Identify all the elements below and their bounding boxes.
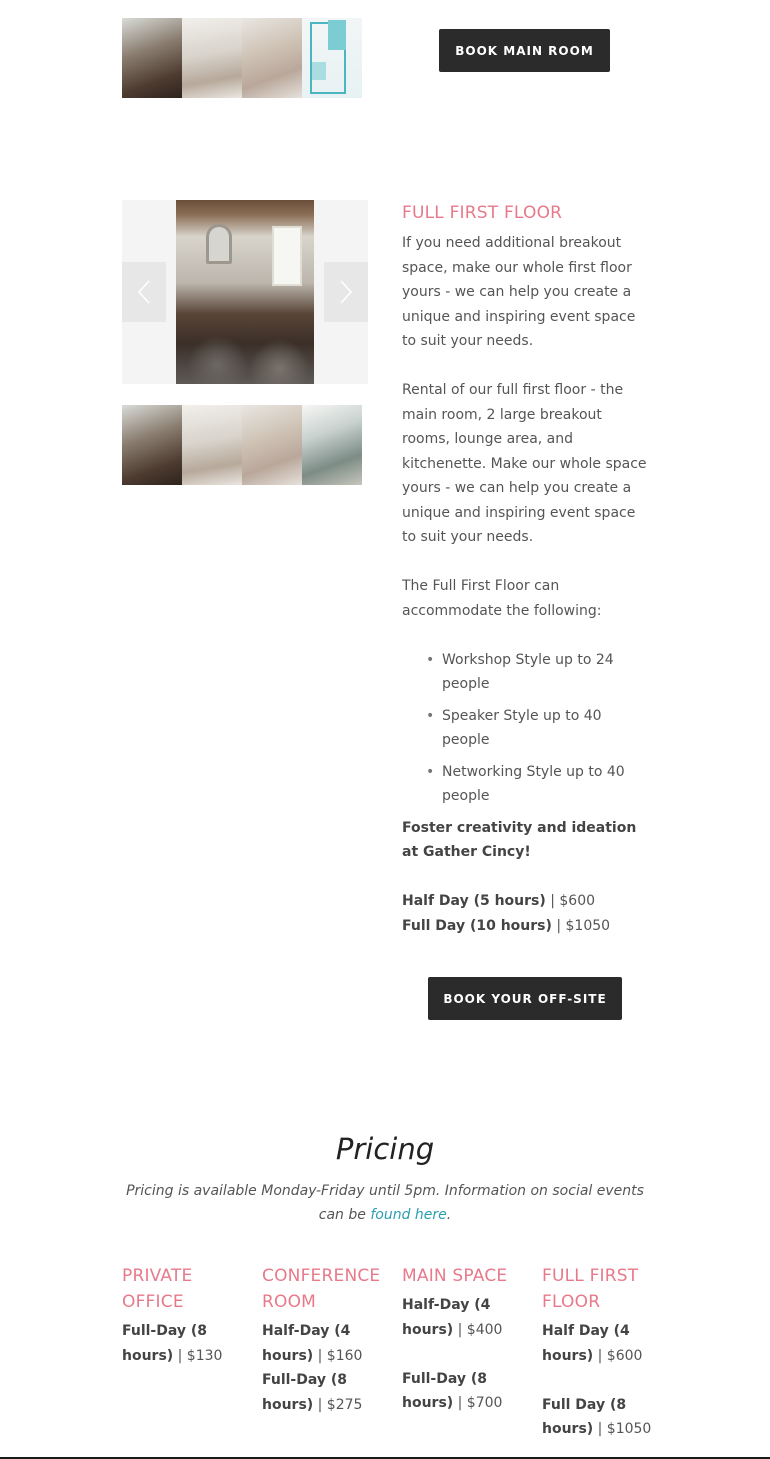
thumbnail-image[interactable] — [182, 405, 242, 485]
price-label: Full Day (10 hours) — [402, 917, 552, 934]
price-value: | $275 — [313, 1396, 363, 1413]
price-row — [402, 1293, 522, 1342]
price-row — [542, 1319, 662, 1368]
price-value: | $400 — [453, 1321, 503, 1338]
subtitle-text: . — [446, 1207, 452, 1223]
rental-text: Rental of our full first floor - the main room, 2 large breakout rooms, lounge area, and kitchenette. Make our whole space yours - we can help you create a unique and inspiring event space to suit your needs. — [402, 382, 647, 545]
list-item: • Networking Style up to 40 people — [402, 760, 650, 809]
first-floor-image-slider — [122, 200, 368, 384]
main-room-thumbnails — [122, 18, 368, 98]
full-day-price — [402, 914, 650, 939]
price-row — [542, 1393, 662, 1442]
price-label: Half Day (4 hours) — [542, 1323, 630, 1364]
column-title: PRIVATE OFFICE — [122, 1266, 193, 1312]
price-value: | $700 — [453, 1395, 503, 1411]
price-value: | $600 — [545, 893, 596, 909]
chevron-right-icon[interactable] — [324, 262, 368, 322]
book-main-room-button[interactable]: BOOK MAIN ROOM — [439, 29, 610, 72]
intro-text: If you need additional breakout space, make our whole first floor yours - we can help you create a unique and inspiring event space to suit your needs. — [402, 235, 636, 349]
price-label: Half-Day (4 hours) — [402, 1297, 491, 1338]
price-row — [262, 1319, 382, 1368]
book-off-site-button[interactable]: BOOK YOUR OFF-SITE — [428, 977, 622, 1020]
price-row — [402, 1367, 522, 1416]
social-events-link[interactable]: found here — [370, 1207, 447, 1223]
price-label: Full-Day (8 hours) — [402, 1370, 488, 1411]
pricing-column-main-space — [402, 1263, 522, 1416]
pricing-column-full-first-floor — [542, 1263, 662, 1442]
price-label: Half Day (5 hours) — [402, 893, 546, 909]
price-value: | $130 — [173, 1347, 223, 1364]
column-title: CONFERENCE ROOM — [262, 1266, 381, 1312]
subtitle-text: Pricing is available Monday-Friday until 5pm. Information on social events can be — [126, 1183, 644, 1223]
slider-image — [176, 200, 314, 384]
section-title: FULL FIRST FLOOR — [402, 203, 563, 223]
price-label: Full-Day (8 hours) — [262, 1372, 348, 1413]
thumbnail-image[interactable] — [182, 18, 242, 98]
price-label: Full-Day (8 hours) — [122, 1323, 208, 1364]
price-label: Full Day (8 hours) — [542, 1396, 627, 1437]
half-day-price — [402, 889, 650, 914]
thumbnail-image[interactable] — [122, 18, 182, 98]
price-value: | $1050 — [593, 1421, 652, 1437]
column-title: FULL FIRST FLOOR — [542, 1266, 639, 1312]
chevron-left-icon[interactable] — [122, 262, 166, 322]
thumbnail-image[interactable] — [242, 405, 302, 485]
price-value: | $1050 — [551, 917, 611, 934]
price-value: | $600 — [593, 1347, 643, 1364]
accommodate-text: The Full First Floor can accommodate the following: — [402, 578, 602, 619]
thumbnail-image[interactable] — [302, 405, 362, 485]
column-title: MAIN SPACE — [402, 1266, 508, 1286]
pricing-subtitle — [122, 1179, 648, 1227]
floorplan-thumbnail[interactable] — [302, 18, 362, 98]
capacity-list — [402, 648, 650, 809]
price-row — [122, 1319, 242, 1368]
price-label: Half-Day (4 hours) — [262, 1323, 351, 1364]
thumbnail-image[interactable] — [242, 18, 302, 98]
pricing-column-private-office — [122, 1263, 242, 1368]
tagline: Foster creativity and ideation at Gather Cincy! — [402, 819, 637, 860]
price-row — [262, 1368, 382, 1417]
thumbnail-image[interactable] — [122, 405, 182, 485]
pricing-title: Pricing — [335, 1132, 435, 1166]
first-floor-description — [402, 200, 650, 938]
list-item: • Speaker Style up to 40 people — [402, 704, 650, 753]
price-value: | $160 — [313, 1347, 363, 1364]
pricing-column-conference-room — [262, 1263, 382, 1417]
list-item: • Workshop Style up to 24 people — [402, 648, 650, 697]
first-floor-thumbnails — [122, 405, 368, 485]
